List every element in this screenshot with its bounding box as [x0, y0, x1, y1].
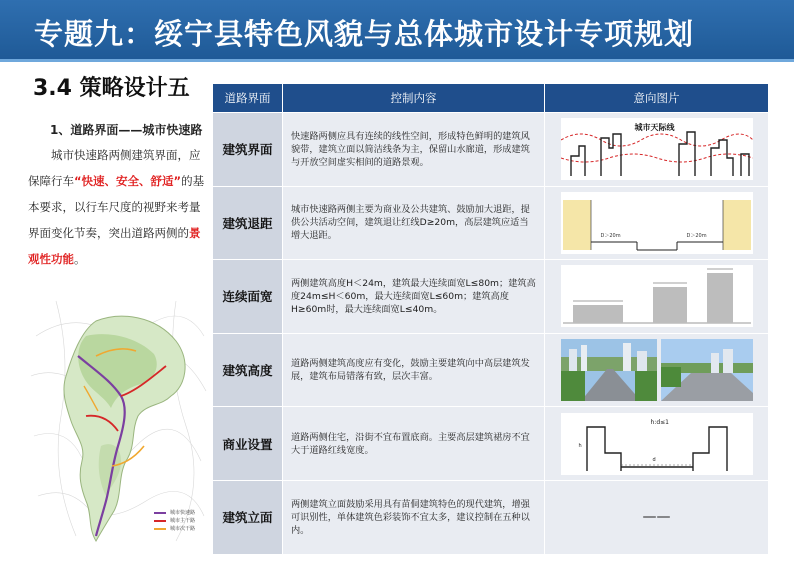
legend-item: 城市快速路	[154, 509, 195, 517]
page-title: 专题九：绥宁县特色风貌与总体城市设计专项规划	[34, 17, 695, 51]
page-header	[0, 0, 794, 62]
row-label: 建筑立面	[213, 481, 283, 554]
row-text: 快速路两侧应具有连续的线性空间，形成特色鲜明的建筑风貌带，建筑立面以简洁线条为主，保留山水廊道，形成建筑与开放空间虚实相间的道路景观。	[283, 113, 545, 186]
paragraph-text-b: 的基本要求，以行车尺度的视野来考量界面变化节奏，突出道路两侧的	[28, 174, 205, 240]
row-image	[545, 260, 768, 333]
section-paragraph	[28, 142, 208, 272]
row-text: 两侧建筑立面鼓励采用具有苗侗建筑特色的现代建筑，增强可识别性，单体建筑色彩装饰不宜太多，建议控制在五种以内。	[283, 481, 545, 554]
commercial-ratio: h:d≤1	[650, 418, 669, 426]
paragraph-text-c: 。	[74, 252, 86, 266]
road-photo-2	[661, 339, 753, 401]
row-image	[545, 407, 768, 480]
commercial-diagram	[561, 413, 753, 475]
table-row	[213, 260, 768, 333]
highlight-1: “快速、安全、舒适”	[74, 174, 182, 188]
row-label: 商业设置	[213, 407, 283, 480]
row-text: 城市快速路两侧主要为商业及公共建筑、鼓励加大退距，提供公共活动空间，建筑退让红线D≥20m，高层建筑应适当增大退距。	[283, 187, 545, 260]
row-text: 两侧建筑高度H＜24m，建筑最大连续面宽L≤80m；建筑高度24m≤H＜60m，最大连续面宽L≤60m；建筑高度H≥60m时，最大连续面宽L≤40m。	[283, 260, 545, 333]
skyline-diagram	[561, 118, 753, 180]
paragraph-text-a: 城市快速路两侧建筑界面，应保障行车	[28, 148, 201, 188]
legend-item: 城市次干路	[154, 525, 195, 533]
header-control-content: 控制内容	[283, 84, 545, 112]
table-header	[213, 84, 768, 112]
row-label: 建筑退距	[213, 187, 283, 260]
row-image	[545, 187, 768, 260]
table-row	[213, 113, 768, 186]
section-subtitle: 1、道路界面——城市快速路	[50, 123, 203, 137]
road-network-map	[26, 296, 210, 546]
section-title: 3.4 策略设计五	[33, 76, 190, 101]
header-road-interface: 道路界面	[213, 84, 283, 112]
setback-label-right: D＞20m	[686, 232, 707, 239]
row-text: 道路两侧建筑高度应有变化，鼓励主要建筑向中高层建筑发展，建筑布局错落有致，层次丰富。	[283, 334, 545, 407]
commercial-h-label: h	[578, 442, 582, 449]
legend-item: 城市主干路	[154, 517, 195, 525]
commercial-d-label: d	[652, 456, 656, 463]
road-photos	[561, 339, 753, 401]
highlight-2: 景观性功能	[28, 226, 201, 266]
row-image	[545, 113, 768, 186]
control-table	[213, 84, 768, 554]
road-photo-1	[561, 339, 657, 401]
row-text: 道路两侧住宅，沿街不宜布置底商。主要高层建筑裙房不宜大于道路红线宽度。	[283, 407, 545, 480]
table-row	[213, 334, 768, 407]
setback-diagram	[561, 192, 753, 254]
row-label: 建筑高度	[213, 334, 283, 407]
table-row	[213, 407, 768, 480]
row-label: 建筑界面	[213, 113, 283, 186]
header-reference-image: 意向图片	[633, 91, 680, 105]
row-image	[545, 334, 768, 407]
frontage-diagram	[561, 265, 753, 327]
no-image-dash: ——	[642, 509, 671, 526]
row-label: 连续面宽	[213, 260, 283, 333]
row-image	[545, 481, 768, 554]
skyline-caption: 城市天际线	[634, 123, 675, 133]
setback-label-left: D＞20m	[600, 232, 621, 239]
table-row	[213, 481, 768, 554]
table-row	[213, 187, 768, 260]
map-legend	[154, 509, 195, 533]
